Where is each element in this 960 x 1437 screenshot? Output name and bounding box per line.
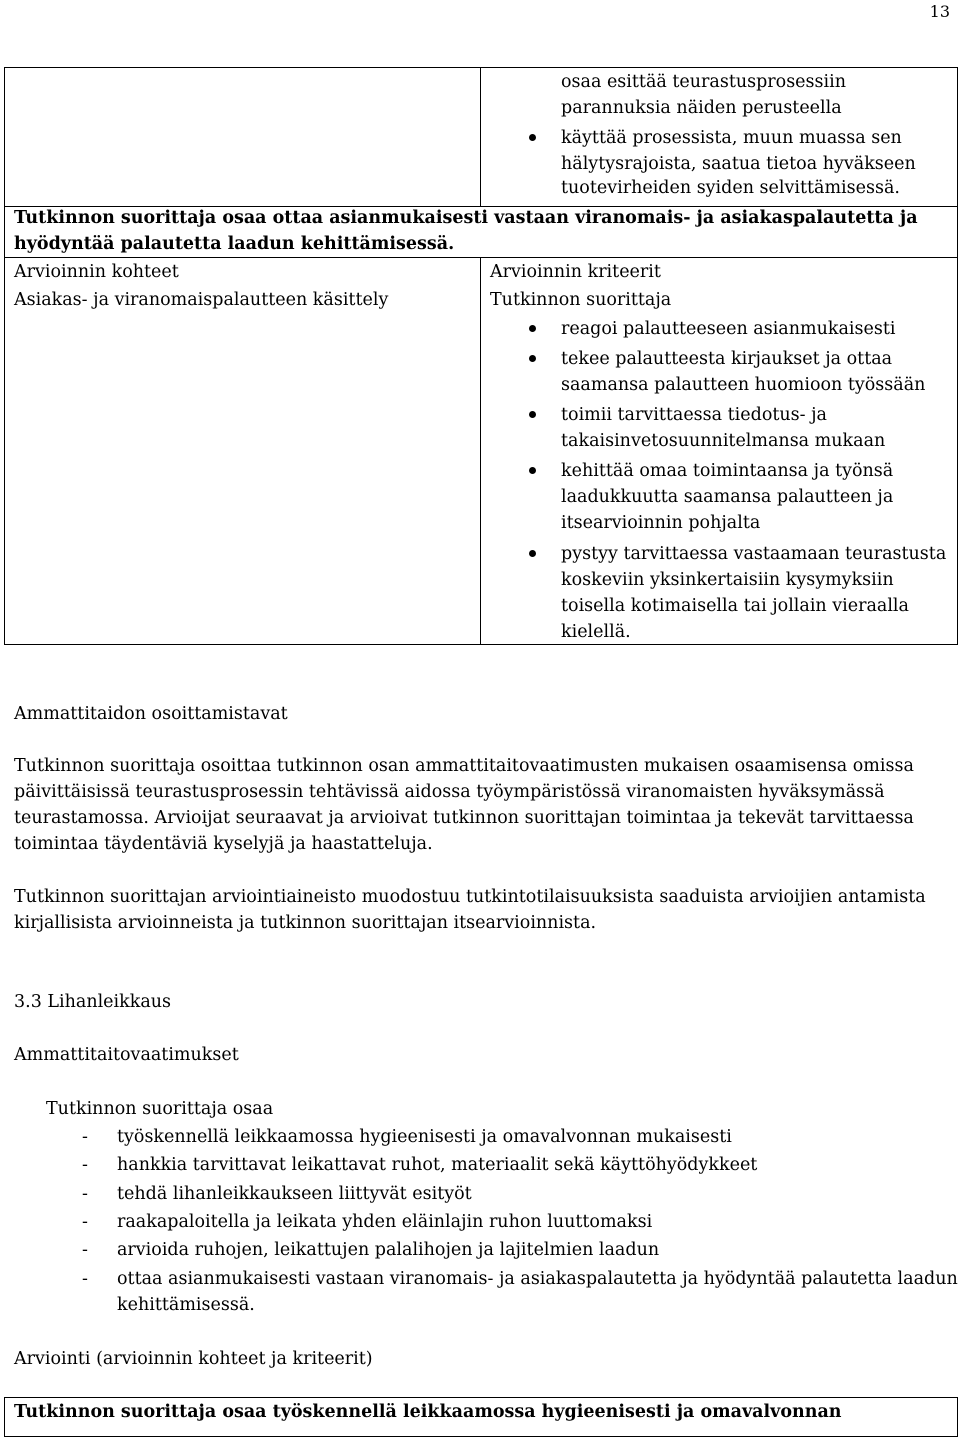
criteria-item: reagoi palautteeseen asianmukaisesti — [561, 319, 896, 339]
paragraph-line: toimintaa täydentäviä kyselyjä ja haastatteluja. — [14, 834, 433, 854]
list-item: käyttää prosessista, muun muassa sen — [561, 128, 902, 148]
list-intro: Tutkinnon suorittaja osaa — [46, 1099, 274, 1119]
table-divider-bottom — [480, 257, 481, 645]
bottom-table-heading: Tutkinnon suorittaja osaa työskennellä leikkaamossa hygieenisesti ja omavalvonnan — [14, 1402, 842, 1422]
list-item: tuotevirheiden syiden selvittämisessä. — [561, 178, 900, 198]
page-number: 13 — [929, 2, 950, 21]
assessment-target: Asiakas- ja viranomaispalautteen käsittely — [14, 290, 389, 310]
dash-marker: - — [82, 1240, 88, 1260]
criteria-item: saamansa palautteen huomioon työssään — [561, 375, 926, 395]
requirement-item: työskennellä leikkaamossa hygieenisesti ja omavalvonnan mukaisesti — [117, 1127, 732, 1147]
paragraph-line: Tutkinnon suorittaja osoittaa tutkinnon osan ammattitaitovaatimusten mukaisen osaamisensa omissa — [14, 756, 914, 776]
dash-marker: - — [82, 1212, 88, 1232]
dash-marker: - — [82, 1269, 88, 1289]
section-heading: Tutkinnon suorittaja osaa ottaa asianmukaisesti vastaan viranomais- ja asiakaspalautetta ja — [14, 208, 918, 228]
continued-text: osaa esittää teurastusprosessiin — [561, 72, 846, 92]
bullet-icon — [529, 325, 536, 332]
bullet-icon — [529, 134, 536, 141]
requirement-item: hankkia tarvittavat leikattavat ruhot, materiaalit sekä käyttöhyödykkeet — [117, 1155, 758, 1175]
criteria-item: laadukkuutta saamansa palautteen ja — [561, 487, 894, 507]
bullet-icon — [529, 550, 536, 557]
criteria-item: toimii tarvittaessa tiedotus- ja — [561, 405, 827, 425]
col-header-targets: Arvioinnin kohteet — [14, 262, 179, 282]
evaluation-heading: Arviointi (arvioinnin kohteet ja kriteerit) — [14, 1349, 373, 1369]
table-divider-top — [480, 67, 481, 206]
col-header-criteria: Arvioinnin kriteerit — [490, 262, 661, 282]
bullet-icon — [529, 467, 536, 474]
paragraph-line: päivittäisissä teurastusprosessin tehtävissä aidossa työympäristössä viranomaisten hyväksymässä — [14, 782, 885, 802]
bullet-icon — [529, 355, 536, 362]
subheading: Ammattitaitovaatimukset — [14, 1045, 239, 1065]
list-item: hälytysrajoista, saatua tietoa hyväkseen — [561, 154, 916, 174]
criteria-item: takaisinvetosuunnitelmansa mukaan — [561, 431, 886, 451]
criteria-item: itsearvioinnin pohjalta — [561, 513, 761, 533]
paragraph-line: teurastamossa. Arvioijat seuraavat ja arvioivat tutkinnon suorittajan toimintaa ja tekevät tarvittaessa — [14, 808, 914, 828]
continued-text: parannuksia näiden perusteella — [561, 98, 842, 118]
criteria-item: tekee palautteesta kirjaukset ja ottaa — [561, 349, 893, 369]
criteria-item: toisella kotimaisella tai jollain vieraalla — [561, 596, 909, 616]
bullet-icon — [529, 411, 536, 418]
paragraph-line: Tutkinnon suorittajan arviointiaineisto muodostuu tutkintotilaisuuksista saaduista arvioijien antamista — [14, 887, 926, 907]
criteria-intro: Tutkinnon suorittaja — [490, 290, 672, 310]
paragraph-line: kirjallisista arvioinneista ja tutkinnon suorittajan itsearvioinnista. — [14, 913, 597, 933]
dash-marker: - — [82, 1127, 88, 1147]
dash-marker: - — [82, 1155, 88, 1175]
criteria-item: kehittää omaa toimintaansa ja työnsä — [561, 461, 894, 481]
criteria-item: pystyy tarvittaessa vastaamaan teurastusta — [561, 544, 947, 564]
dash-marker: - — [82, 1184, 88, 1204]
section-title: 3.3 Lihanleikkaus — [14, 992, 172, 1012]
criteria-item: kielellä. — [561, 622, 631, 642]
requirement-item: kehittämisessä. — [117, 1295, 255, 1315]
requirement-item: tehdä lihanleikkaukseen liittyvät esityöt — [117, 1184, 472, 1204]
demonstration-heading: Ammattitaidon osoittamistavat — [14, 704, 288, 724]
requirement-item: ottaa asianmukaisesti vastaan viranomais- ja asiakaspalautetta ja hyödyntää palautetta laadun — [117, 1269, 958, 1289]
section-heading: hyödyntää palautetta laadun kehittämisessä. — [14, 234, 455, 254]
table-row-separator — [4, 257, 958, 258]
criteria-item: koskeviin yksinkertaisiin kysymyksiin — [561, 570, 894, 590]
requirement-item: arvioida ruhojen, leikattujen palalihojen ja lajitelmien laadun — [117, 1240, 660, 1260]
requirement-item: raakapaloitella ja leikata yhden eläinlajin ruhon luuttomaksi — [117, 1212, 653, 1232]
